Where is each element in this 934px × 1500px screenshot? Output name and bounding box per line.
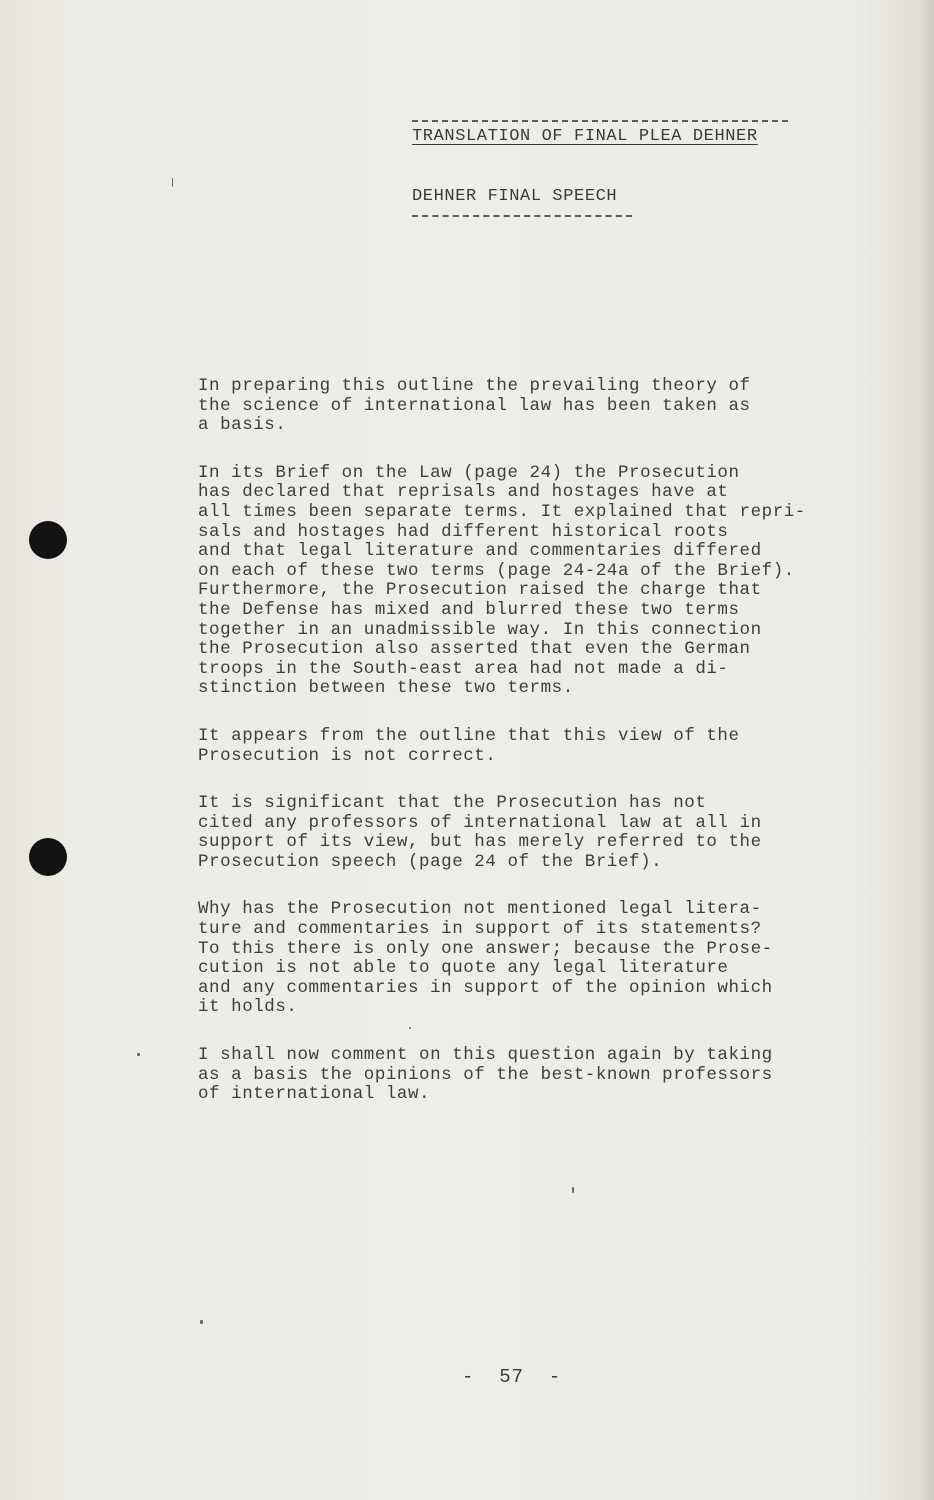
document-title: TRANSLATION OF FINAL PLEA DEHNER <box>412 127 758 146</box>
paragraph-comment-again: I shall now comment on this question again by taking as a basis the opinions of the best-known professors of international law. <box>198 1045 773 1105</box>
title-dashed-rule <box>412 120 788 122</box>
document-subtitle: DEHNER FINAL SPEECH <box>412 187 618 206</box>
page-edge-shadow <box>920 0 934 1500</box>
paper-speck <box>172 178 173 187</box>
document-body <box>198 377 858 1133</box>
paper-speck <box>200 1320 203 1324</box>
punch-hole-upper <box>29 521 67 559</box>
paragraph-no-professors-cited: It is significant that the Prosecution has not cited any professors of international law at all in support of its view, but has merely referred to the Prosecution speech (page 24 of the Brief). <box>198 793 762 872</box>
paragraph-why-not-mentioned: Why has the Prosecution not mentioned legal litera- ture and commentaries in support of its statements? To this there is only one answer; because the Prose- cution is not able to quote any legal literature and any commentaries in support of the opinion which it holds. <box>198 899 773 1018</box>
paper-speck <box>137 1053 140 1056</box>
paragraph-prosecution-brief: In its Brief on the Law (page 24) the Prosecution has declared that reprisals and hostages have at all times been separate terms. It explained that repri- sals and hostages had different historical roots and that legal literature and commentaries differed on each of these two terms (page 24-24a of the Brief). Furthermore, the Prosecution raised the charge that the Defense has mixed and blurred these two terms together in an unadmissible way. In this connection the Prosecution also asserted that even the German troops in the South-east area had not made a di- stinction between these two terms. <box>198 462 806 699</box>
punch-hole-lower <box>29 838 67 876</box>
paper-speck <box>572 1187 574 1193</box>
paragraph-view-incorrect: It appears from the outline that this view of the Prosecution is not correct. <box>198 725 740 766</box>
paragraph-basis: In preparing this outline the prevailing theory of the science of international law has been taken as a basis. <box>198 376 751 436</box>
subtitle-dashed-rule <box>412 215 632 217</box>
page-number: - 57 - <box>462 1366 562 1388</box>
